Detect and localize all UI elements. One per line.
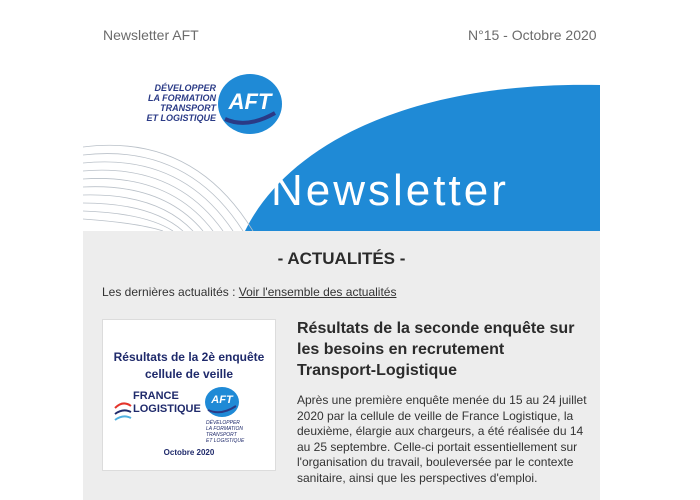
thumbnail-date: Octobre 2020: [163, 448, 215, 457]
issue-number: N°15 - Octobre 2020: [468, 27, 597, 43]
logo-text: AFT: [228, 89, 272, 114]
newsletter-banner: [83, 63, 600, 231]
latest-news-line: [102, 285, 396, 299]
latest-news-label: Les dernières actualités :: [102, 285, 239, 299]
newsletter-header: [0, 0, 700, 63]
newsletter-name: Newsletter AFT: [103, 27, 199, 43]
thumbnail-title: Résultats de la 2è enquête cellule de veille: [113, 350, 265, 381]
article-body: Après une première enquête menée du 15 au 24 juillet 2020 par la cellule de veille de France Logistique, la deuxième, élargie aux chargeurs, a été réalisée du 14 au 25 septembre. Celle-ci portait essentiellement sur l'organisation du travail, bouleversée par le contexte sanitaire, ainsi que les perspectives d'emploi.: [297, 393, 587, 485]
all-news-link[interactable]: Voir l'ensemble des actualités: [238, 285, 397, 299]
article-thumbnail[interactable]: [102, 319, 276, 471]
card-logo-tagline: DÉVELOPPER LA FORMATION TRANSPORT ET LOGISTIQUE: [206, 420, 245, 444]
partner-name-line1: FRANCE: [133, 390, 179, 402]
newsletter-body: [83, 63, 600, 500]
card-logo-text: AFT: [211, 394, 233, 406]
logo-tagline: DÉVELOPPER LA FORMATION TRANSPORT ET LOGISTIQUE: [146, 83, 216, 123]
partner-name-line2: LOGISTIQUE: [133, 403, 201, 415]
section-title: - ACTUALITÉS -: [277, 249, 406, 268]
article-title[interactable]: Résultats de la seconde enquête sur les besoins en recrutement Transport-Logistique: [297, 320, 575, 379]
aft-logo: [91, 73, 291, 133]
banner-title: Newsletter: [271, 166, 509, 215]
